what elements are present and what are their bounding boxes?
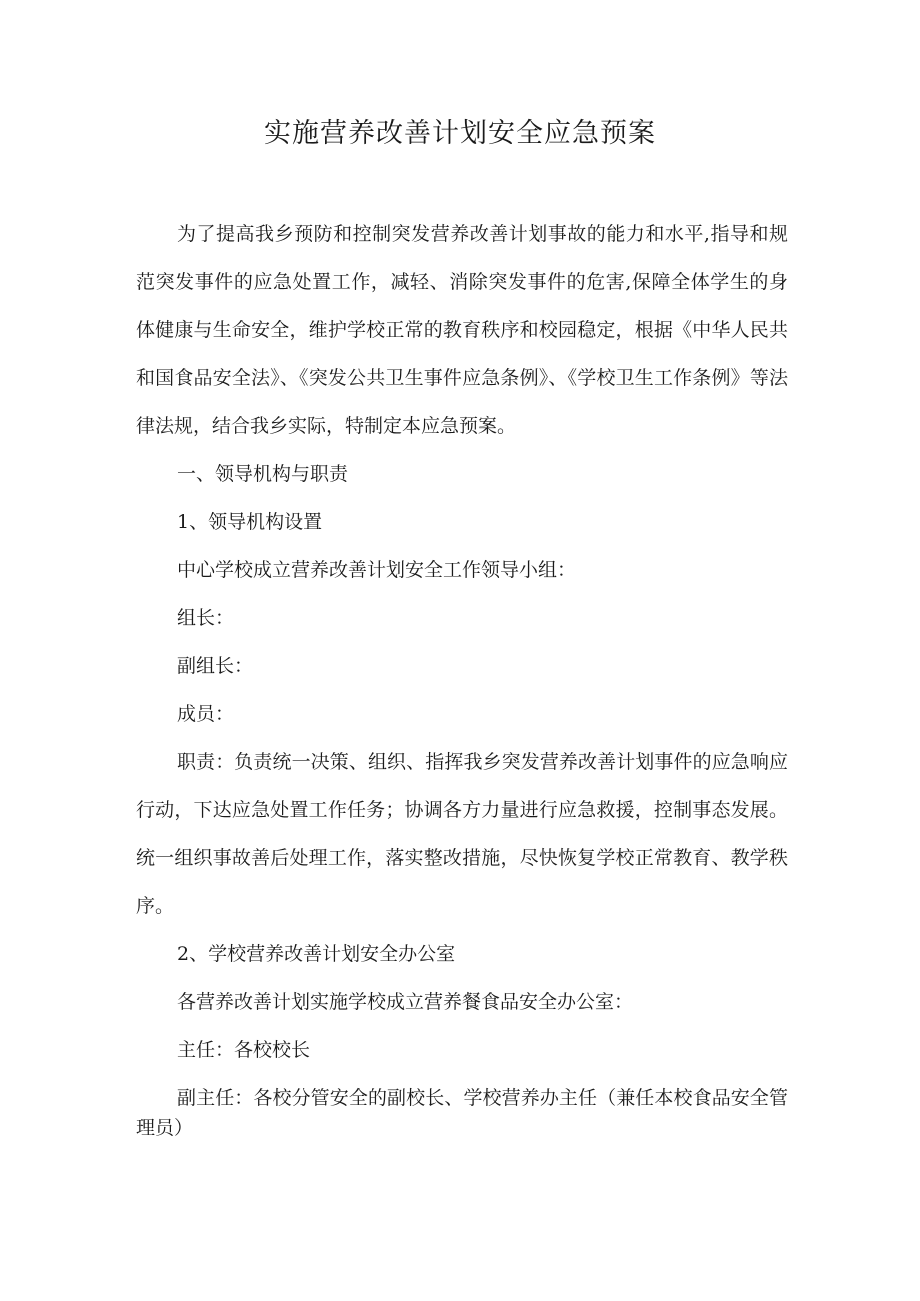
subsection-heading-setup: 1、领导机构设置 [177, 511, 323, 533]
paragraph-duties: 职责：负责统一决策、组织、指挥我乡突发营养改善计划事件的应急响应行动，下达应急处置工作任务；协调各方力量进行应急救援，控制事态发展。统一组织事故善后处理工作，落实整改措施，尽快恢复学校正常教育、教学秩序。 [136, 751, 788, 917]
document-title: 实施营养改善计划安全应急预案 [264, 118, 656, 149]
paragraph-leading-group: 中心学校成立营养改善计划安全工作领导小组： [177, 559, 577, 581]
paragraph-group-leader: 组长： [177, 607, 235, 629]
paragraph-members: 成员： [177, 703, 235, 725]
paragraph-deputy-leader: 副组长： [177, 655, 254, 677]
paragraph-deputy-director: 副主任：各校分管安全的副校长、学校营养办主任（兼任本校食品安全管理员） [136, 1087, 788, 1139]
paragraph-office-setup: 各营养改善计划实施学校成立营养餐食品安全办公室： [177, 991, 634, 1013]
intro-paragraph: 为了提高我乡预防和控制突发营养改善计划事故的能力和水平,指导和规范突发事件的应急处置工作，减轻、消除突发事件的危害,保障全体学生的身体健康与生命安全，维护学校正常的教育秩序和校园稳定，根据《中华人民共和国食品安全法》、《突发公共卫生事件应急条例》、《学校卫生工作条例》等法律法规，结合我乡实际，特制定本应急预案。 [136, 223, 788, 437]
subsection-heading-office: 2、学校营养改善计划安全办公室 [177, 943, 456, 965]
section-heading-leadership: 一、领导机构与职责 [177, 463, 349, 485]
paragraph-director: 主任：各校校长 [177, 1039, 311, 1061]
document-body [136, 210, 788, 1143]
